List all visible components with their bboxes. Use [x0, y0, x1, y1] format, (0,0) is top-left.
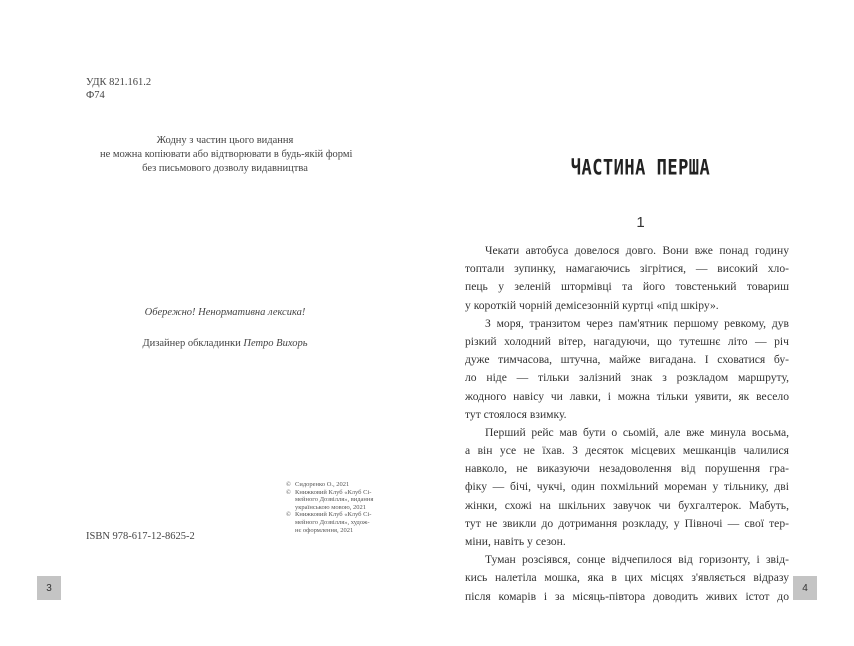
- copy-notice-line: без письмового дозволу видавництва: [142, 163, 308, 174]
- udk-line: Ф74: [86, 90, 105, 101]
- part-title: ЧАСТИНА ПЕРША: [570, 155, 711, 181]
- text-line: ло ніде — тільки залізний знак з розкладом маршруту,: [465, 371, 789, 385]
- copyright-line: Книжковий Клуб «Клуб Сі-: [295, 511, 372, 519]
- text-line: після комарів і за місяць-півтора доводить живих істот до: [465, 589, 789, 603]
- text-line: у короткій чорній демісезонній куртці «під шкіру».: [465, 298, 719, 312]
- isbn: ISBN 978-617-12-8625-2: [86, 531, 195, 542]
- text-line: навколо, не виказуючи незадоволення від порушення гра-: [465, 462, 789, 476]
- text-line: Туман розсіявся, сонце відчепилося від горизонту, і звід-: [485, 553, 789, 567]
- copyright-line: Сидоренко О., 2021: [295, 481, 350, 488]
- text-line: жодного навісу чи лавки, і можна тільки уявити, як весело: [465, 389, 789, 403]
- text-line: фіку — бічі, чукчі, один похмільний мореман у тільнику, дві: [465, 480, 789, 494]
- cover-designer-credit: [100, 338, 350, 349]
- copyright-symbol: ©: [286, 511, 291, 519]
- copy-notice-line: не можна копіювати або відтворювати в будь-якій формі: [100, 149, 353, 160]
- text-line: пець у зеленій штормівці та його товстенький товариш: [465, 280, 789, 294]
- body-text: [465, 242, 789, 606]
- page-number-right: 4: [793, 576, 817, 600]
- copyright-block: [286, 481, 391, 534]
- text-line: різкий холодний вітер, нагадуючи, що тутешнє літо — річ: [465, 334, 789, 348]
- copyright-line: Книжковий Клуб «Клуб Сі-: [295, 488, 372, 496]
- copy-notice: [100, 134, 353, 176]
- copyright-entry: [286, 511, 391, 534]
- text-line: тут стоялося взимку.: [465, 407, 567, 421]
- page-number-left: 3: [37, 576, 61, 600]
- chapter-number: 1: [636, 214, 645, 231]
- content-warning: Обережно! Ненормативна лексика!: [144, 307, 306, 318]
- copyright-line: українською мовою, 2021: [295, 503, 366, 511]
- right-page: [427, 0, 854, 646]
- text-line: тут не звикли до дотримання розкладу, у Півночі — свої тер-: [465, 516, 789, 530]
- text-line: міни, навіть у сезон.: [465, 535, 566, 548]
- copyright-symbol: ©: [286, 488, 291, 496]
- text-line: топтали зупинку, намагаючись зігрітися, — високий хло-: [465, 262, 789, 276]
- text-line: а він усе не їхав. З десяток місцевих мешканців чалилися: [465, 444, 789, 458]
- text-line: З моря, транзитом через пам'ятник першому ревкому, дув: [485, 316, 789, 330]
- udk-line: УДК 821.161.2: [86, 77, 152, 88]
- designer-label: Дизайнер обкладинки: [142, 338, 241, 349]
- text-line: Перший рейс мав бути о сьомій, але вже минула восьма,: [485, 425, 789, 439]
- designer-name: Петро Вихорь: [243, 338, 308, 349]
- copyright-line: нє оформлення, 2021: [295, 526, 354, 534]
- copyright-entry: [286, 481, 391, 489]
- copyright-symbol: ©: [286, 481, 291, 488]
- udk-block: [86, 76, 151, 102]
- copyright-entry: [286, 489, 391, 512]
- text-line: дуже тимчасова, штучна, майже вигадана. І сховатися бу-: [465, 353, 789, 367]
- copyright-line: мейного Дозвілля», худож-: [295, 518, 370, 526]
- text-line: Чекати автобуса довелося довго. Вони вже понад годину: [485, 244, 789, 257]
- text-line: жінки, схожі на шкільних завучок чи бухгалтерок. Мабуть,: [465, 498, 789, 512]
- copy-notice-line: Жодну з частин цього видання: [156, 135, 294, 146]
- copyright-line: мейного Дозвілля», видання: [295, 496, 374, 504]
- text-line: кись налетіла мошка, яка в цих місцях з'являється відразу: [465, 571, 789, 585]
